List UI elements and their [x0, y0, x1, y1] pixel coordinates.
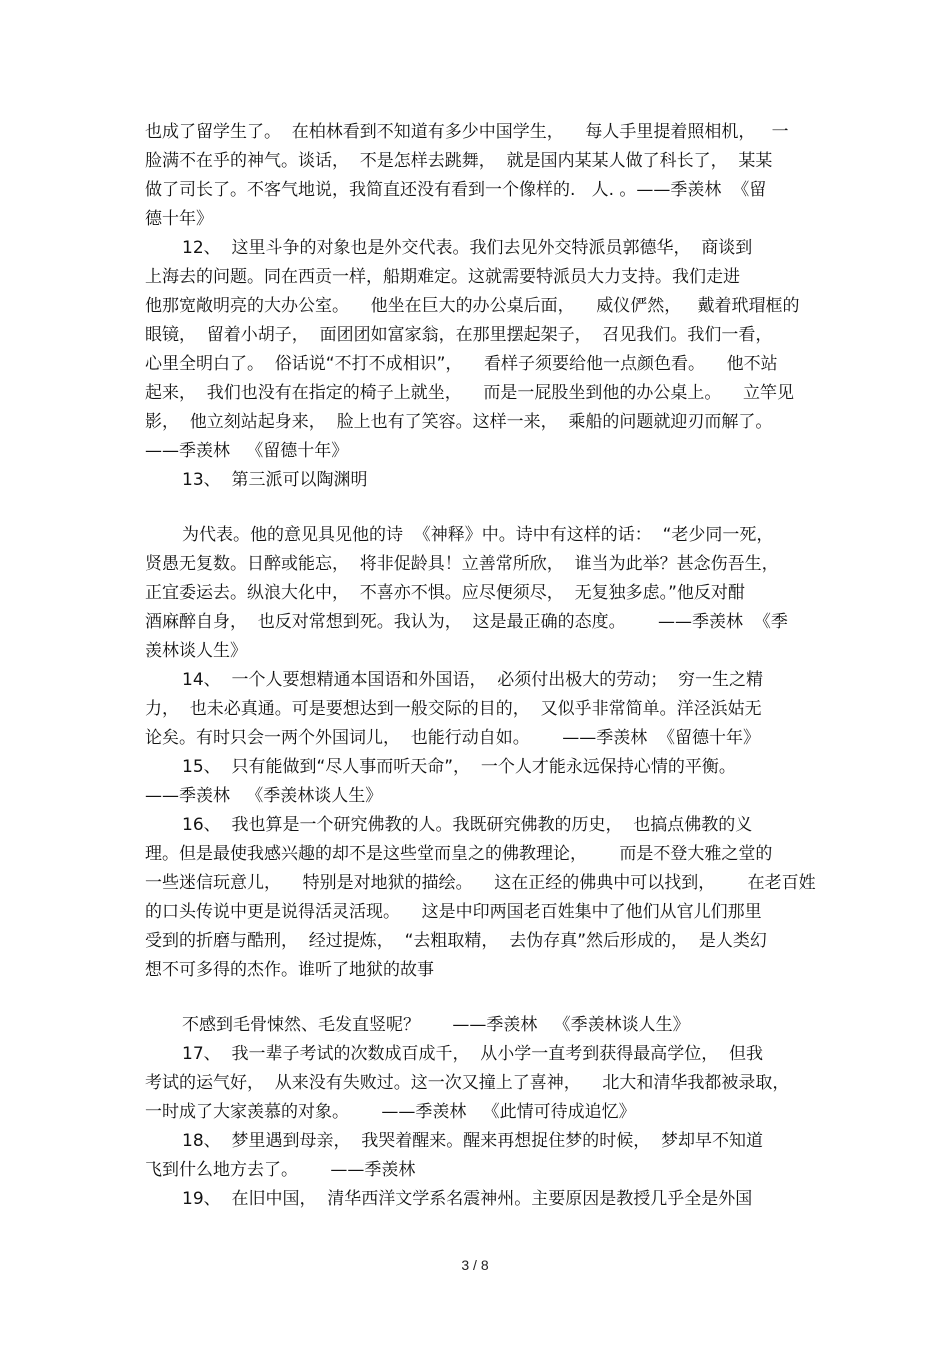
text-line: 起来， 我们也没有在指定的椅子上就坐， 而是一屁股坐到他的办公桌上。 立竿见: [145, 383, 795, 403]
text-line: 为代表。他的意见具见他的诗 《神释》中。诗中有这样的话： “老少同一死，: [182, 525, 774, 545]
text-line: 19、 在旧中国， 清华西洋文学系名震神州。主要原因是教授几乎全是外国: [182, 1189, 753, 1209]
text-line: 脸满不在乎的神气。谈话， 不是怎样去跳舞， 就是国内某某人做了科长了， 某某: [145, 151, 773, 171]
text-line: ——季羡林 《季羡林谈人生》: [145, 786, 383, 806]
text-line: 正宜委运去。纵浪大化中， 不喜亦不惧。应尽便须尽， 无复独多虑。”他反对酣: [145, 583, 745, 603]
text-line: 14、 一个人要想精通本国语和外国语， 必须付出极大的劳动； 穷一生之精: [182, 670, 764, 690]
text-line: 做了司长了。不客气地说，我简直还没有看到一个像样的. 人. 。——季羡林 《留: [145, 180, 767, 200]
text-line: 飞到什么地方去了。 ——季羡林: [145, 1160, 416, 1180]
text-line: 一些迷信玩意儿， 特别是对地狱的描绘。 这在正经的佛典中可以找到， 在老百姓: [145, 873, 816, 893]
text-line: 12、 这里斗争的对象也是外交代表。我们去见外交特派员郭德华， 商谈到: [182, 238, 753, 258]
text-line: 羡林谈人生》: [145, 641, 247, 661]
text-line: 的口头传说中更是说得活灵活现。 这是中印两国老百姓集中了他们从官儿们那里: [145, 902, 762, 922]
text-line: 想不可多得的杰作。谁听了地狱的故事: [145, 960, 434, 980]
text-line: 考试的运气好， 从来没有失败过。这一次又撞上了喜神， 北大和清华我都被录取，: [145, 1073, 790, 1093]
text-line: 德十年》: [145, 209, 213, 229]
text-line: 上海去的问题。同在西贡一样，船期难定。这就需要特派员大力支持。我们走进: [145, 267, 740, 287]
text-line: 贤愚无复数。日醉或能忘， 将非促龄具！立善常所欣， 谁当为此举？甚念伤吾生，: [145, 554, 779, 574]
text-line: 心里全明白了。 俗话说“不打不成相识”， 看样子须要给他一点颜色看。 他不站: [145, 354, 778, 374]
text-line: 眼镜， 留着小胡子， 面团团如富家翁，在那里摆起架子， 召见我们。我们一看，: [145, 325, 773, 345]
text-line: 力， 也未必真通。可是要想达到一般交际的目的， 又似乎非常简单。洋泾浜姑无: [145, 699, 762, 719]
page-number: 3 / 8: [461, 1257, 489, 1273]
text-line: 酒麻醉自身， 也反对常想到死。我认为， 这是最正确的态度。 ——季羡林 《季: [145, 612, 788, 632]
text-line: 影， 他立刻站起身来， 脸上也有了笑容。这样一来， 乘船的问题就迎刃而解了。: [145, 412, 773, 432]
text-line: 16、 我也算是一个研究佛教的人。我既研究佛教的历史， 也搞点佛教的义: [182, 815, 753, 835]
text-line: 13、 第三派可以陶渊明: [182, 470, 368, 490]
text-line: 理。但是最使我感兴趣的却不是这些堂而皇之的佛教理论， 而是不登大雅之堂的: [145, 844, 773, 864]
text-line: 18、 梦里遇到母亲， 我哭着醒来。醒来再想捉住梦的时候， 梦却早不知道: [182, 1131, 764, 1151]
text-line: 17、 我一辈子考试的次数成百成千， 从小学一直考到获得最高学位， 但我: [182, 1044, 764, 1064]
text-line: 15、 只有能做到“尽人事而听天命”， 一个人才能永远保持心情的平衡。: [182, 757, 736, 777]
text-line: 论矣。有时只会一两个外国词儿， 也能行动自如。 ——季羡林 《留德十年》: [145, 728, 761, 748]
text-line: 一时成了大家羡慕的对象。 ——季羡林 《此情可待成追忆》: [145, 1102, 636, 1122]
text-line: 也成了留学生了。 在柏林看到不知道有多少中国学生， 每人手里提着照相机， 一: [145, 122, 789, 142]
text-line: 受到的折磨与酷刑， 经过提炼， “去粗取精， 去伪存真”然后形成的， 是人类幻: [145, 931, 767, 951]
text-line: 他那宽敞明亮的大办公室。 他坐在巨大的办公桌后面， 威仪俨然， 戴着玳瑁框的: [145, 296, 800, 316]
text-line: ——季羡林 《留德十年》: [145, 441, 349, 461]
text-line: 不感到毛骨悚然、毛发直竖呢？ ——季羡林 《季羡林谈人生》: [182, 1015, 690, 1035]
